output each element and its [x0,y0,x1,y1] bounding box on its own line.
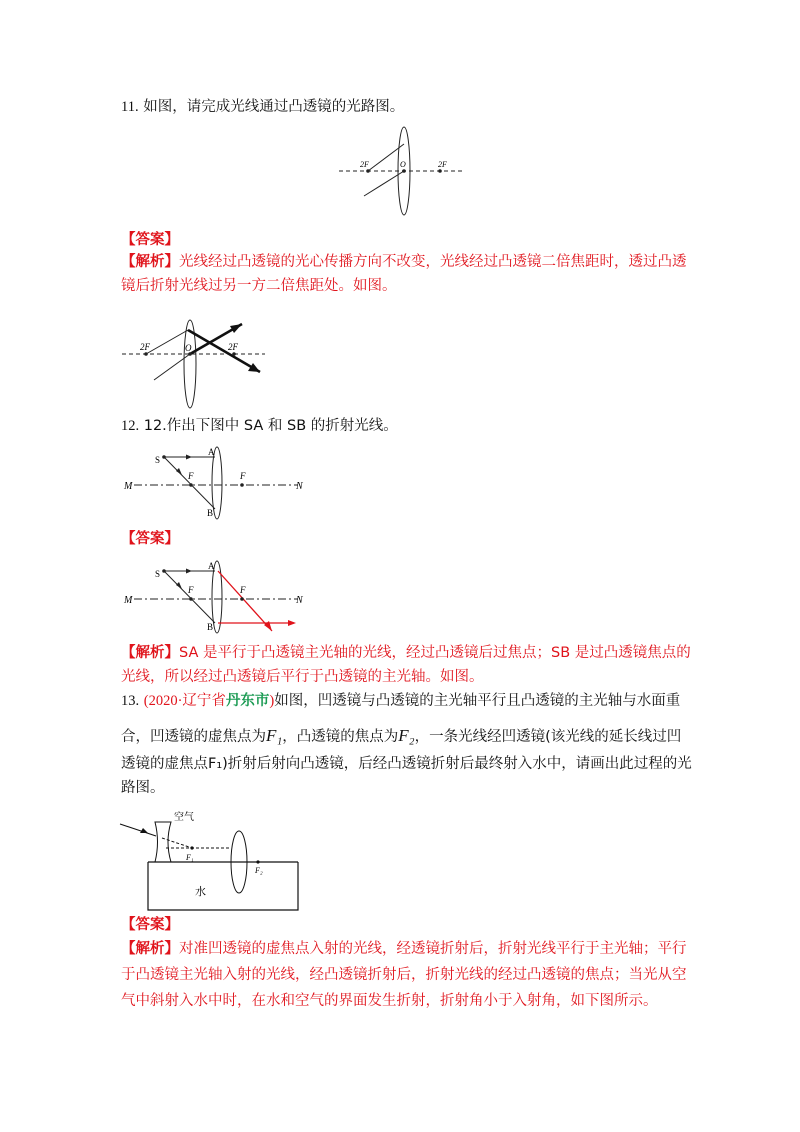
q12-answer-label: 【答案】 [121,531,179,547]
q13-figure [118,812,303,912]
q11-ans-label-2f-left: 2F [140,342,150,352]
q13-prompt-line2-c: ，一条光线经凹透镜(该光线的延长线过凹 [414,729,682,745]
q12-label-f-right: F [240,471,246,481]
q13-water-tank [148,862,298,910]
q12-ans-label-a: A [208,561,215,571]
q13-prompt-line3: 透镜的虚焦点F₁)折射后射向凸透镜，后经凸透镜折射后最终射入水中，请画出此过程的光 [121,756,692,772]
q12-ans-arrow-sb [176,582,182,589]
q12-ans-point-f-right [240,597,244,601]
q11-analysis-label: 【解析】 [121,254,179,270]
q12-ans-arrow-sa [186,569,192,574]
q13-concave-lens [155,822,171,862]
q11-prompt-text: 如图，请完成光线通过凸透镜的光路图。 [143,99,405,115]
q11-number: 11. [121,99,139,115]
q11-prompt [121,97,404,117]
q13-prompt-line2-a: 合，凹透镜的虚焦点为 [121,729,266,745]
q12-label-b: B [207,508,214,518]
q12-analysis-line1 [121,643,691,663]
q13-ray-extension [162,838,192,848]
q13-symbol-f1: F₁ [266,726,283,745]
q11-ans-label-o: O [185,343,192,353]
q11-point-o [402,169,406,173]
q11-answer-label: 【答案】 [121,232,179,248]
q12-analysis-line2: 光线，所以经过凸透镜后平行于凸透镜的主光轴。如图。 [121,669,484,685]
q13-prompt-line1 [121,691,680,711]
q13-prompt-line1-text: 如图，凹透镜与凸透镜的主光轴平行且凸透镜的主光轴与水面重 [274,693,681,709]
q11-ans-arrow-2 [230,324,242,333]
q13-source-open: (2020·辽宁省 [143,693,226,709]
q11-ans-refracted-ray-1 [188,330,260,372]
q11-analysis-text1: 光线经过凸透镜的光心传播方向不改变，光线经过凸透镜二倍焦距时，透过凸透 [179,254,687,270]
q12-figure [122,443,307,521]
q13-prompt-line4: 路图。 [121,780,165,796]
q13-answer-label: 【答案】 [121,917,179,933]
q13-prompt-line2-b: ，凸透镜的焦点为 [282,729,399,745]
q12-ans-label-f-right: F [240,585,246,595]
q12-answer-figure [122,557,307,635]
q13-point-f2 [256,860,259,863]
q11-answer-figure [120,318,270,410]
q12-ray-sb [164,457,215,509]
q13-label-water: 水 [195,886,206,898]
q12-label-n: N [296,481,303,492]
q13-analysis-label: 【解析】 [121,941,179,957]
q12-analysis-text1: SA 是平行于凸透镜主光轴的光线，经过凸透镜后过焦点；SB 是过凸透镜焦点的 [179,645,691,661]
q13-analysis-line3: 气中斜射入水中时，在水和空气的界面发生折射，折射角小于入射角，如下图所示。 [121,993,658,1009]
q13-analysis-line1 [121,939,687,959]
q11-label-2f-right: 2F [438,160,447,169]
q13-label-f2: F₂ [255,866,263,875]
q12-convex-lens [212,447,222,519]
q12-ans-convex-lens [212,561,222,633]
q11-label-2f-left: 2F [360,160,369,169]
q12-label-m: M [124,481,133,492]
q12-label-s: S [155,455,161,465]
q13-source-city: 丹东市 [225,693,270,709]
q12-ans-label-n: N [296,595,303,606]
q11-ans-point-2f-left [144,352,148,356]
q12-number: 12. [121,418,140,434]
q11-analysis-line2: 镜后折射光线过另一方二倍焦距处。如图。 [121,278,397,294]
q13-number: 13. [121,693,140,709]
q12-ans-label-b: B [207,622,214,632]
q11-ans-ray-1-in [146,330,188,354]
q12-ans-label-m: M [124,595,133,606]
q12-analysis-label: 【解析】 [121,645,179,661]
q12-prompt-text: 12.作出下图中 SA 和 SB 的折射光线。 [143,418,398,434]
q13-symbol-f2: F₂ [398,726,415,745]
q13-incident-arrow [140,828,148,833]
q13-label-f1: F₁ [186,853,194,862]
q12-ans-ray-sb [164,571,215,623]
q13-analysis-line2: 于凸透镜主光轴入射的光线，经凸透镜折射后，折射光线的经过凸透镜的焦点；当光从空 [121,967,687,983]
q12-point-s [162,455,166,459]
q11-point-2f-left [366,169,370,173]
q11-analysis-line1 [121,252,687,272]
q11-figure [336,124,466,219]
q11-ans-point-2f-right [232,352,236,356]
q11-ans-label-2f-right: 2F [228,342,238,352]
q13-source-close: ) [269,693,275,709]
q12-ans-label-f-left: F [188,585,194,595]
q13-label-air: 空气 [174,812,194,823]
q12-ans-refracted-sa [218,571,272,631]
q11-label-o: O [400,160,406,169]
q13-point-f1 [190,846,193,849]
q12-ans-arrow-refracted-sb [288,620,296,626]
q13-prompt-line2 [121,726,681,747]
q13-analysis-text1: 对准凹透镜的虚焦点入射的光线，经透镜折射后，折射光线平行于主光轴；平行 [179,941,687,957]
q12-arrow-sb [176,468,182,475]
q13-incident-ray [120,824,156,836]
q12-ans-point-f-left [189,597,193,601]
q12-prompt [121,416,398,436]
q12-label-f-left: F [188,471,194,481]
q12-point-f-left [189,483,193,487]
q12-ans-label-s: S [155,569,161,579]
q11-point-2f-right [438,169,442,173]
q12-point-f-right [240,483,244,487]
q12-ans-point-s [162,569,166,573]
q12-label-a: A [208,447,215,457]
q12-arrow-sa [186,455,192,460]
